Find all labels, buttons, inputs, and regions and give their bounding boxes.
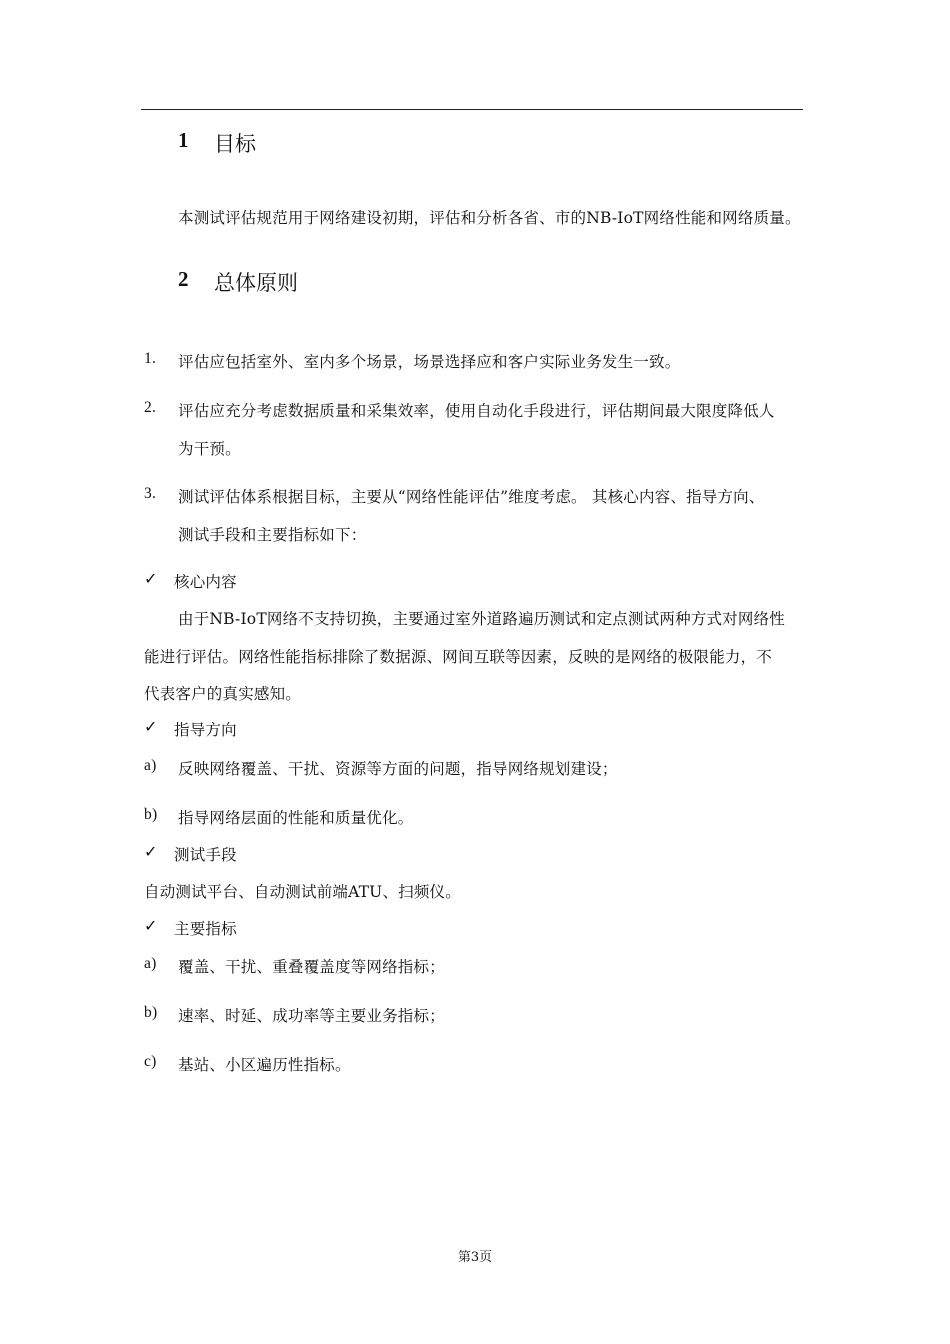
list-text: 覆盖、干扰、重叠覆盖度等网络指标； — [178, 958, 445, 976]
principle-item-3 — [144, 485, 824, 509]
list-text: 基站、小区遍历性指标。 — [178, 1056, 351, 1074]
core-paragraph-line-1: 由于NB-IoT网络不支持切换，主要通过室外道路遍历测试和定点测试两种方式对网络性 — [178, 610, 785, 628]
checkmark-icon: ✓ — [144, 569, 158, 588]
list-letter: b) — [144, 806, 158, 823]
list-text: 评估应包括室外、室内多个场景，场景选择应和客户实际业务发生一致。 — [178, 353, 681, 371]
list-text-continuation: 测试手段和主要指标如下： — [178, 526, 367, 544]
section-title: 总体原则 — [214, 271, 298, 295]
section-number: 2 — [178, 267, 189, 291]
list-number: 3. — [144, 485, 157, 502]
list-number: 1. — [144, 350, 157, 367]
indicator-item-a — [144, 955, 824, 979]
section-number: 1 — [178, 128, 189, 152]
subheading-label: 主要指标 — [174, 920, 237, 938]
list-text: 速率、时延、成功率等主要业务指标； — [178, 1007, 445, 1025]
subheading-label: 指导方向 — [174, 721, 237, 739]
list-number: 2. — [144, 399, 157, 416]
list-text: 测试评估体系根据目标，主要从“网络性能评估”维度考虑。 其核心内容、指导方向、 — [178, 488, 765, 506]
core-paragraph-line-3: 代表客户的真实感知。 — [144, 685, 302, 703]
section-1-heading — [178, 128, 378, 156]
list-letter: a) — [144, 757, 157, 774]
guide-item-a — [144, 757, 824, 781]
means-heading — [144, 843, 444, 867]
principle-item-2 — [144, 399, 824, 423]
section-1-paragraph: 本测试评估规范用于网络建设初期，评估和分析各省、市的NB-IoT网络性能和网络质量。 — [178, 209, 801, 227]
page-number: 第3页 — [457, 1250, 493, 1265]
list-text-continuation: 为干预。 — [178, 440, 241, 458]
subheading-label: 核心内容 — [174, 573, 237, 591]
list-letter: c) — [144, 1053, 157, 1070]
list-letter: a) — [144, 955, 157, 972]
list-text: 评估应充分考虑数据质量和采集效率，使用自动化手段进行，评估期间最大限度降低人 — [178, 402, 775, 420]
header-rule — [141, 109, 803, 110]
indicator-item-b — [144, 1004, 824, 1028]
guide-item-b — [144, 806, 824, 830]
list-letter: b) — [144, 1004, 158, 1021]
indicator-item-c — [144, 1053, 824, 1077]
principle-item-1 — [144, 350, 824, 374]
subheading-label: 测试手段 — [174, 846, 237, 864]
checkmark-icon: ✓ — [144, 916, 158, 935]
means-text: 自动测试平台、自动测试前端ATU、扫频仪。 — [144, 883, 461, 901]
list-text: 指导网络层面的性能和质量优化。 — [178, 809, 414, 827]
guide-heading — [144, 718, 444, 742]
section-title: 目标 — [214, 132, 256, 156]
core-paragraph-line-2: 能进行评估。网络性能指标排除了数据源、网间互联等因素，反映的是网络的极限能力，不 — [144, 648, 773, 666]
indicators-heading — [144, 917, 444, 941]
checkmark-icon: ✓ — [144, 842, 158, 861]
section-2-heading — [178, 267, 378, 295]
core-content-heading — [144, 570, 444, 594]
checkmark-icon: ✓ — [144, 717, 158, 736]
list-text: 反映网络覆盖、干扰、资源等方面的问题，指导网络规划建设； — [178, 760, 618, 778]
